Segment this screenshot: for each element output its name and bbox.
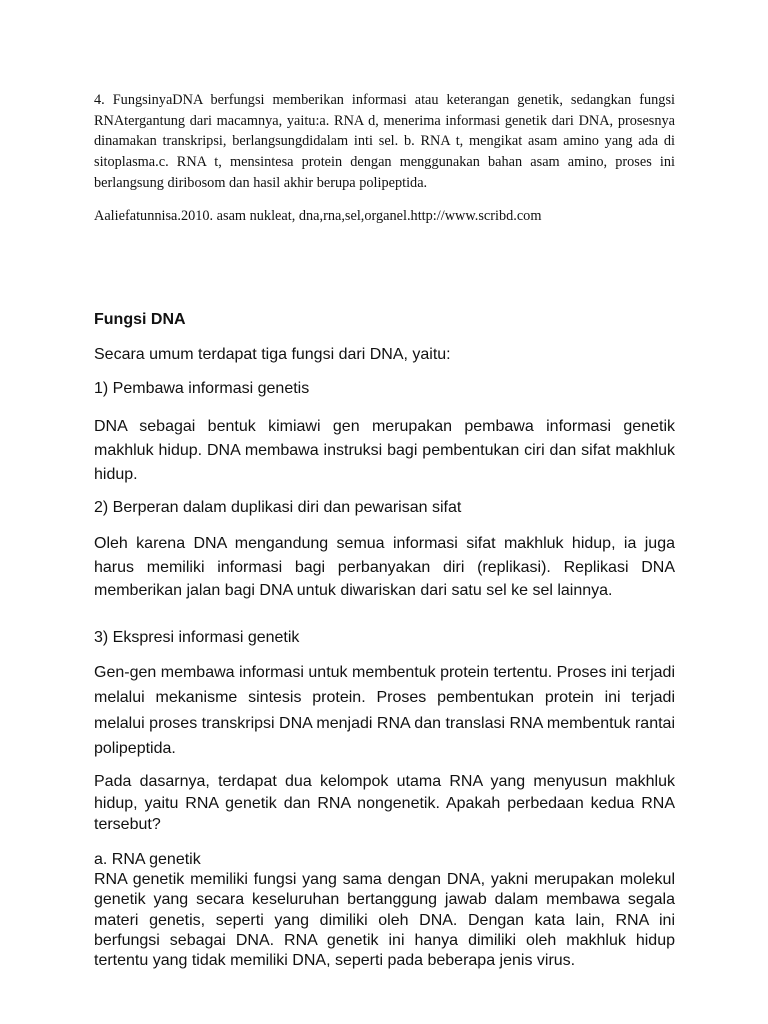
intro-paragraph: 4. FungsinyaDNA berfungsi memberikan informasi atau keterangan genetik, sedangkan fungsi RNAtergantung dari macamnya, yaitu:a. RNA d, menerima informasi genetik dari DNA, prosesnya dinamakan transkripsi, berlangsungdidalam inti sel. b. RNA t, mengikat asam amino yang ada di sitoplasma.c. RNA t, mensintesa protein dengan menggunakan bahan asam amino, proses ini berlangsung diribosom dan hasil akhir berupa polipeptida.	[94, 92, 675, 191]
point1-body: DNA sebagai bentuk kimiawi gen merupakan pembawa informasi genetik makhluk hidup. DNA membawa instruksi bagi pembentukan ciri dan sifat makhluk hidup.	[94, 418, 675, 483]
rna-intro: Pada dasarnya, terdapat dua kelompok utama RNA yang menyusun makhluk hidup, yaitu RNA genetik dan RNA nongenetik. Apakah perbedaan kedua RNA tersebut?	[94, 773, 675, 833]
rna-genetik-title: a. RNA genetik	[94, 851, 201, 868]
point1-title: 1) Pembawa informasi genetis	[94, 380, 310, 397]
citation: Aaliefatunnisa.2010. asam nukleat, dna,rna,sel,organel.http://www.scribd.com	[94, 208, 542, 224]
section-heading: Fungsi DNA	[94, 311, 186, 328]
rna-genetik-body: RNA genetik memiliki fungsi yang sama dengan DNA, yakni merupakan molekul genetik yang secara keseluruhan bertanggung jawab dalam membawa segala materi genetis, seperti yang dimiliki oleh DNA. Dengan kata lain, RNA ini berfungsi sebagai DNA. RNA genetik ini hanya dimiliki oleh makhluk hidup tertentu yang tidak memiliki DNA, seperti pada beberapa jenis virus.	[94, 871, 675, 970]
point3-body: Gen-gen membawa informasi untuk membentuk protein tertentu. Proses ini terjadi melalui mekanisme sintesis protein. Proses pembentukan protein ini terjadi melalui proses transkripsi DNA menjadi RNA dan translasi RNA membentuk rantai polipeptida.	[94, 664, 675, 757]
point3-title: 3) Ekspresi informasi genetik	[94, 629, 300, 646]
section-intro: Secara umum terdapat tiga fungsi dari DNA, yaitu:	[94, 346, 451, 363]
point2-body: Oleh karena DNA mengandung semua informasi sifat makhluk hidup, ia juga harus memiliki informasi bagi perbanyakan diri (replikasi). Replikasi DNA memberikan jalan bagi DNA untuk diwariskan dari satu sel ke sel lainnya.	[94, 535, 675, 600]
point2-title: 2) Berperan dalam duplikasi diri dan pewarisan sifat	[94, 499, 462, 516]
